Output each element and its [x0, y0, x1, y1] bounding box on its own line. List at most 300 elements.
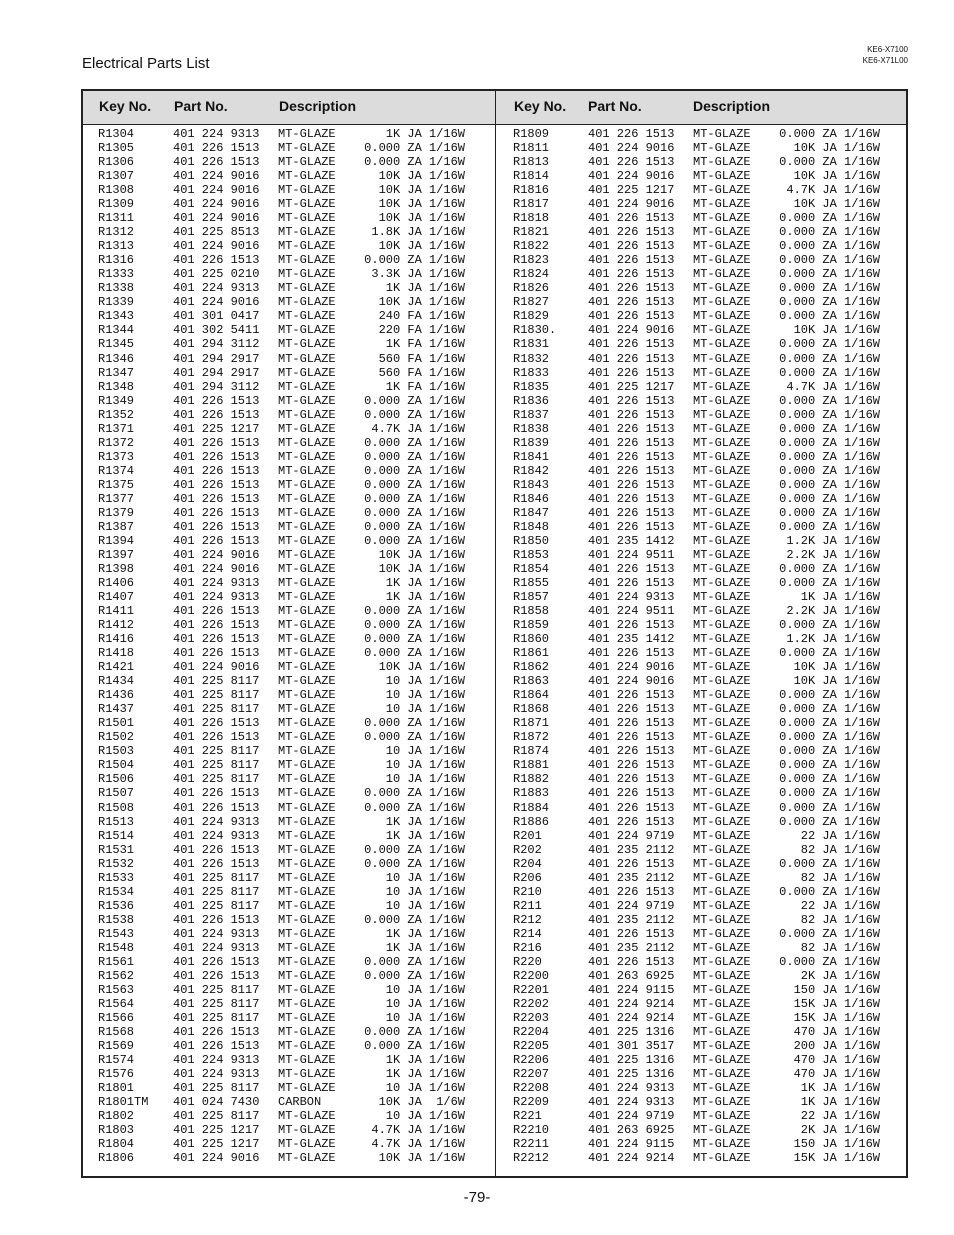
- key-no-cell: R1416: [98, 632, 135, 647]
- key-no-cell: R1881: [513, 758, 550, 773]
- key-no-cell: R1309: [98, 197, 135, 212]
- part-value-cell: 0.000 ZA 1/16W: [364, 477, 465, 492]
- key-no-cell: R1374: [98, 463, 135, 478]
- part-no-cell: 401 225 8117: [173, 674, 260, 689]
- key-no-cell: R1437: [98, 702, 135, 717]
- part-type-cell: MT-GLAZE: [278, 632, 336, 647]
- key-no-cell: R1838: [513, 421, 550, 436]
- part-type-cell: MT-GLAZE: [278, 618, 336, 633]
- model-number: KE6-X71L00: [862, 56, 908, 65]
- part-value-cell: 0.000 ZA 1/16W: [779, 337, 880, 352]
- key-no-cell: R1855: [513, 576, 550, 590]
- key-no-cell: R2208: [513, 1081, 550, 1096]
- part-value-cell: 0.000 ZA 1/16W: [779, 505, 880, 520]
- part-value-cell: 1K JA 1/16W: [800, 1095, 880, 1110]
- key-no-cell: R1816: [513, 183, 550, 198]
- part-value-cell: 0.000 ZA 1/16W: [364, 449, 465, 464]
- key-no-cell: R1508: [98, 800, 135, 815]
- key-no-cell: R1568: [98, 1025, 135, 1039]
- part-no-cell: 401 225 8117: [173, 898, 260, 913]
- key-no-cell: R2206: [513, 1053, 550, 1068]
- key-no-cell: R1861: [513, 646, 550, 661]
- part-value-cell: 150 JA 1/16W: [793, 1137, 880, 1152]
- part-no-cell: 401 226 1513: [173, 155, 260, 170]
- part-no-cell: 401 225 8117: [173, 1109, 260, 1124]
- part-value-cell: 0.000 ZA 1/16W: [779, 463, 880, 478]
- model-number: KE6-X7100: [867, 45, 908, 54]
- part-no-cell: 401 226 1513: [173, 141, 260, 156]
- part-value-cell: 470 JA 1/16W: [793, 1025, 880, 1039]
- part-type-cell: MT-GLAZE: [278, 870, 336, 885]
- key-no-cell: R1304: [98, 127, 135, 141]
- part-type-cell: MT-GLAZE: [278, 1039, 336, 1054]
- part-type-cell: MT-GLAZE: [693, 435, 751, 450]
- key-no-cell: R1826: [513, 281, 550, 296]
- key-no-cell: R1846: [513, 491, 550, 506]
- part-no-cell: 401 235 2112: [588, 842, 675, 857]
- key-no-cell: R1548: [98, 940, 135, 955]
- part-value-cell: 0.000 ZA 1/16W: [779, 884, 880, 899]
- part-value-cell: 1.2K JA 1/16W: [786, 632, 880, 647]
- part-value-cell: 10K JA 1/16W: [793, 169, 880, 184]
- part-value-cell: 0.000 ZA 1/16W: [779, 365, 880, 380]
- part-value-cell: 0.000 ZA 1/16W: [364, 463, 465, 478]
- part-type-cell: MT-GLAZE: [693, 926, 751, 941]
- key-no-cell: R1827: [513, 295, 550, 310]
- part-type-cell: MT-GLAZE: [278, 225, 336, 240]
- part-type-cell: MT-GLAZE: [278, 1010, 336, 1025]
- part-value-cell: 0.000 ZA 1/16W: [364, 856, 465, 871]
- part-type-cell: MT-GLAZE: [693, 660, 751, 675]
- part-no-cell: 401 224 9511: [588, 604, 675, 619]
- part-no-cell: 401 225 1217: [173, 421, 260, 436]
- part-type-cell: MT-GLAZE: [278, 954, 336, 969]
- part-type-cell: MT-GLAZE: [693, 1123, 751, 1138]
- part-no-cell: 401 226 1513: [173, 253, 260, 268]
- part-value-cell: 2K JA 1/16W: [800, 1123, 880, 1138]
- part-no-cell: 401 225 1316: [588, 1067, 675, 1082]
- part-type-cell: MT-GLAZE: [693, 982, 751, 997]
- part-type-cell: MT-GLAZE: [278, 828, 336, 843]
- part-type-cell: MT-GLAZE: [693, 1039, 751, 1054]
- part-value-cell: 240 FA 1/16W: [378, 309, 465, 324]
- part-no-cell: 401 235 2112: [588, 912, 675, 927]
- part-value-cell: 22 JA 1/16W: [800, 898, 880, 913]
- page-title: Electrical Parts List: [82, 55, 210, 72]
- key-no-cell: R1561: [98, 954, 135, 969]
- part-value-cell: 0.000 ZA 1/16W: [779, 716, 880, 731]
- part-type-cell: MT-GLAZE: [278, 127, 336, 141]
- part-no-cell: 401 235 2112: [588, 870, 675, 885]
- part-no-cell: 401 226 1513: [588, 239, 675, 254]
- part-value-cell: 560 FA 1/16W: [378, 365, 465, 380]
- part-no-cell: 401 226 1513: [588, 281, 675, 296]
- key-no-cell: R1313: [98, 239, 135, 254]
- key-no-cell: R2210: [513, 1123, 550, 1138]
- part-value-cell: 10 JA 1/16W: [385, 688, 465, 703]
- part-value-cell: 10K JA 1/16W: [793, 674, 880, 689]
- parts-table: [81, 89, 908, 1178]
- part-no-cell: 401 225 8117: [173, 996, 260, 1011]
- part-type-cell: MT-GLAZE: [693, 561, 751, 576]
- part-value-cell: 10K JA 1/16W: [378, 211, 465, 226]
- part-type-cell: MT-GLAZE: [693, 365, 751, 380]
- part-no-cell: 401 226 1513: [173, 618, 260, 633]
- part-value-cell: 0.000 ZA 1/16W: [779, 225, 880, 240]
- part-no-cell: 401 224 9719: [588, 898, 675, 913]
- part-no-cell: 401 224 9313: [173, 828, 260, 843]
- part-value-cell: 4.7K JA 1/16W: [786, 379, 880, 394]
- key-no-cell: R1801TM: [98, 1095, 149, 1110]
- part-no-cell: 401 224 9214: [588, 1151, 675, 1166]
- key-no-cell: R1307: [98, 169, 135, 184]
- part-value-cell: 0.000 ZA 1/16W: [779, 281, 880, 296]
- part-type-cell: MT-GLAZE: [278, 1067, 336, 1082]
- key-no-cell: R1346: [98, 351, 135, 366]
- key-no-cell: R214: [513, 926, 542, 941]
- part-value-cell: 0.000 ZA 1/16W: [364, 519, 465, 534]
- part-value-cell: 4.7K JA 1/16W: [786, 183, 880, 198]
- part-no-cell: 401 302 5411: [173, 323, 260, 338]
- part-value-cell: 10K JA 1/16W: [378, 547, 465, 562]
- part-value-cell: 1K FA 1/16W: [385, 337, 465, 352]
- part-value-cell: 0.000 ZA 1/16W: [779, 702, 880, 717]
- part-value-cell: 0.000 ZA 1/16W: [364, 618, 465, 633]
- part-value-cell: 82 JA 1/16W: [800, 912, 880, 927]
- part-type-cell: MT-GLAZE: [278, 421, 336, 436]
- part-value-cell: 220 FA 1/16W: [378, 323, 465, 338]
- part-no-cell: 401 226 1513: [588, 421, 675, 436]
- key-no-cell: R210: [513, 884, 542, 899]
- part-type-cell: MT-GLAZE: [693, 155, 751, 170]
- part-value-cell: 10K JA 1/16W: [378, 1151, 465, 1166]
- part-value-cell: 10K JA 1/16W: [378, 183, 465, 198]
- part-value-cell: 0.000 ZA 1/16W: [779, 618, 880, 633]
- part-type-cell: MT-GLAZE: [278, 940, 336, 955]
- key-no-cell: R1347: [98, 365, 135, 380]
- part-value-cell: 0.000 ZA 1/16W: [779, 253, 880, 268]
- part-value-cell: 4.7K JA 1/16W: [371, 1123, 465, 1138]
- part-type-cell: MT-GLAZE: [693, 519, 751, 534]
- part-value-cell: 0.000 ZA 1/16W: [364, 842, 465, 857]
- part-no-cell: 401 224 9115: [588, 1137, 675, 1152]
- key-no-cell: R1871: [513, 716, 550, 731]
- part-value-cell: 1.2K JA 1/16W: [786, 533, 880, 548]
- part-no-cell: 401 226 1513: [173, 842, 260, 857]
- part-type-cell: MT-GLAZE: [278, 323, 336, 338]
- part-no-cell: 401 224 9016: [173, 211, 260, 226]
- part-no-cell: 401 224 9016: [588, 141, 675, 156]
- part-type-cell: MT-GLAZE: [693, 870, 751, 885]
- part-no-cell: 401 301 3517: [588, 1039, 675, 1054]
- part-type-cell: MT-GLAZE: [278, 155, 336, 170]
- part-value-cell: 0.000 ZA 1/16W: [364, 1039, 465, 1054]
- part-no-cell: 401 224 9016: [173, 1151, 260, 1166]
- part-no-cell: 401 226 1513: [173, 449, 260, 464]
- part-no-cell: 401 226 1513: [588, 646, 675, 661]
- part-value-cell: 0.000 ZA 1/16W: [779, 576, 880, 590]
- part-no-cell: 401 226 1513: [173, 533, 260, 548]
- part-no-cell: 401 224 9016: [173, 197, 260, 212]
- part-no-cell: 401 226 1513: [588, 786, 675, 801]
- part-no-cell: 401 226 1513: [588, 211, 675, 226]
- part-value-cell: 22 JA 1/16W: [800, 1109, 880, 1124]
- part-value-cell: 0.000 ZA 1/16W: [364, 646, 465, 661]
- part-value-cell: 10K JA 1/16W: [793, 141, 880, 156]
- part-type-cell: MT-GLAZE: [693, 646, 751, 661]
- part-no-cell: 401 235 2112: [588, 940, 675, 955]
- part-value-cell: 0.000 ZA 1/16W: [779, 772, 880, 787]
- part-type-cell: MT-GLAZE: [693, 197, 751, 212]
- part-value-cell: 0.000 ZA 1/16W: [364, 435, 465, 450]
- header-key-no: Key No.: [514, 98, 567, 114]
- part-value-cell: 0.000 ZA 1/16W: [364, 968, 465, 983]
- part-no-cell: 401 226 1513: [173, 505, 260, 520]
- part-no-cell: 401 226 1513: [173, 519, 260, 534]
- part-type-cell: MT-GLAZE: [693, 183, 751, 198]
- part-type-cell: MT-GLAZE: [278, 688, 336, 703]
- part-no-cell: 401 225 8117: [173, 884, 260, 899]
- part-no-cell: 401 226 1513: [173, 477, 260, 492]
- key-no-cell: R1513: [98, 814, 135, 829]
- part-no-cell: 401 226 1513: [588, 926, 675, 941]
- part-value-cell: 0.000 ZA 1/16W: [779, 730, 880, 745]
- key-no-cell: R1847: [513, 505, 550, 520]
- part-no-cell: 401 225 8117: [173, 982, 260, 997]
- part-no-cell: 401 224 9313: [173, 590, 260, 605]
- part-type-cell: MT-GLAZE: [693, 225, 751, 240]
- key-no-cell: R1832: [513, 351, 550, 366]
- part-type-cell: MT-GLAZE: [278, 351, 336, 366]
- part-type-cell: MT-GLAZE: [278, 477, 336, 492]
- part-type-cell: MT-GLAZE: [278, 491, 336, 506]
- part-no-cell: 401 224 9016: [588, 660, 675, 675]
- key-no-cell: R1859: [513, 618, 550, 633]
- part-value-cell: 0.000 ZA 1/16W: [779, 814, 880, 829]
- part-type-cell: MT-GLAZE: [693, 1081, 751, 1096]
- header-part-no: Part No.: [174, 98, 228, 114]
- page-number: -79-: [463, 1189, 491, 1206]
- key-no-cell: R1822: [513, 239, 550, 254]
- key-no-cell: R1514: [98, 828, 135, 843]
- part-type-cell: MT-GLAZE: [278, 295, 336, 310]
- key-no-cell: R1843: [513, 477, 550, 492]
- key-no-cell: R1379: [98, 505, 135, 520]
- part-no-cell: 401 226 1513: [588, 477, 675, 492]
- header-part-no: Part No.: [588, 98, 642, 114]
- part-type-cell: MT-GLAZE: [693, 758, 751, 773]
- part-value-cell: 1.8K JA 1/16W: [371, 225, 465, 240]
- key-no-cell: R1806: [98, 1151, 135, 1166]
- key-no-cell: R221: [513, 1109, 542, 1124]
- part-no-cell: 401 226 1513: [588, 702, 675, 717]
- key-no-cell: R1333: [98, 267, 135, 282]
- key-no-cell: R1312: [98, 225, 135, 240]
- part-no-cell: 401 263 6925: [588, 968, 675, 983]
- part-value-cell: 10 JA 1/16W: [385, 702, 465, 717]
- part-type-cell: MT-GLAZE: [278, 281, 336, 296]
- part-no-cell: 401 226 1513: [588, 225, 675, 240]
- part-type-cell: MT-GLAZE: [278, 239, 336, 254]
- part-no-cell: 401 224 9313: [173, 127, 260, 141]
- part-no-cell: 401 226 1513: [588, 365, 675, 380]
- part-type-cell: MT-GLAZE: [693, 1025, 751, 1039]
- part-no-cell: 401 226 1513: [588, 730, 675, 745]
- part-no-cell: 401 226 1513: [588, 407, 675, 422]
- column-divider: [495, 91, 496, 1176]
- key-no-cell: R1394: [98, 533, 135, 548]
- key-no-cell: R1803: [98, 1123, 135, 1138]
- part-no-cell: 401 225 1217: [588, 379, 675, 394]
- part-type-cell: MT-GLAZE: [693, 477, 751, 492]
- part-no-cell: 401 224 9016: [173, 660, 260, 675]
- key-no-cell: R2204: [513, 1025, 550, 1039]
- part-no-cell: 401 226 1513: [173, 407, 260, 422]
- key-no-cell: R211: [513, 898, 542, 913]
- part-type-cell: MT-GLAZE: [693, 632, 751, 647]
- part-type-cell: MT-GLAZE: [278, 926, 336, 941]
- part-value-cell: 0.000 ZA 1/16W: [364, 491, 465, 506]
- part-value-cell: 0.000 ZA 1/16W: [779, 491, 880, 506]
- part-value-cell: 10 JA 1/16W: [385, 772, 465, 787]
- key-no-cell: R1349: [98, 393, 135, 408]
- part-type-cell: MT-GLAZE: [693, 940, 751, 955]
- key-no-cell: R1436: [98, 688, 135, 703]
- part-value-cell: 15K JA 1/16W: [793, 1151, 880, 1166]
- part-no-cell: 401 226 1513: [588, 337, 675, 352]
- part-type-cell: MT-GLAZE: [693, 267, 751, 282]
- part-no-cell: 401 294 2917: [173, 351, 260, 366]
- key-no-cell: R1504: [98, 758, 135, 773]
- part-type-cell: MT-GLAZE: [278, 1053, 336, 1068]
- key-no-cell: R212: [513, 912, 542, 927]
- part-no-cell: 401 226 1513: [173, 1025, 260, 1039]
- part-value-cell: 10 JA 1/16W: [385, 758, 465, 773]
- part-type-cell: MT-GLAZE: [278, 702, 336, 717]
- part-no-cell: 401 226 1513: [173, 730, 260, 745]
- part-no-cell: 401 225 8513: [173, 225, 260, 240]
- key-no-cell: R1406: [98, 576, 135, 590]
- part-no-cell: 401 226 1513: [588, 435, 675, 450]
- part-no-cell: 401 226 1513: [588, 716, 675, 731]
- part-type-cell: MT-GLAZE: [693, 772, 751, 787]
- model-numbers: [863, 44, 908, 66]
- key-no-cell: R2202: [513, 996, 550, 1011]
- part-no-cell: 401 225 1316: [588, 1025, 675, 1039]
- part-no-cell: 401 226 1513: [173, 393, 260, 408]
- part-type-cell: MT-GLAZE: [693, 463, 751, 478]
- part-no-cell: 401 224 9016: [173, 239, 260, 254]
- part-value-cell: 1K JA 1/16W: [385, 926, 465, 941]
- part-value-cell: 10 JA 1/16W: [385, 1081, 465, 1096]
- part-no-cell: 401 224 9313: [173, 940, 260, 955]
- part-type-cell: MT-GLAZE: [278, 141, 336, 156]
- key-no-cell: R1836: [513, 393, 550, 408]
- part-no-cell: 401 024 7430: [173, 1095, 260, 1110]
- part-no-cell: 401 226 1513: [588, 688, 675, 703]
- part-type-cell: MT-GLAZE: [278, 337, 336, 352]
- part-value-cell: 10 JA 1/16W: [385, 674, 465, 689]
- part-no-cell: 401 224 9511: [588, 547, 675, 562]
- part-type-cell: MT-GLAZE: [278, 604, 336, 619]
- key-no-cell: R1407: [98, 590, 135, 605]
- part-value-cell: 1K JA 1/16W: [385, 828, 465, 843]
- part-type-cell: MT-GLAZE: [693, 281, 751, 296]
- key-no-cell: R1811: [513, 141, 550, 156]
- key-no-cell: R1339: [98, 295, 135, 310]
- key-no-cell: R1801: [98, 1081, 135, 1096]
- key-no-cell: R206: [513, 870, 542, 885]
- part-type-cell: MT-GLAZE: [278, 197, 336, 212]
- part-no-cell: 401 224 9016: [173, 183, 260, 198]
- part-value-cell: 10K JA 1/16W: [378, 239, 465, 254]
- part-no-cell: 401 224 9016: [588, 197, 675, 212]
- key-no-cell: R1316: [98, 253, 135, 268]
- key-no-cell: R1503: [98, 744, 135, 759]
- part-type-cell: MT-GLAZE: [693, 954, 751, 969]
- part-value-cell: 0.000 ZA 1/16W: [364, 632, 465, 647]
- part-type-cell: MT-GLAZE: [693, 127, 751, 141]
- part-no-cell: 401 225 8117: [173, 758, 260, 773]
- part-no-cell: 401 226 1513: [173, 856, 260, 871]
- key-no-cell: R1864: [513, 688, 550, 703]
- part-no-cell: 401 224 9016: [588, 169, 675, 184]
- key-no-cell: R1857: [513, 590, 550, 605]
- part-value-cell: 0.000 ZA 1/16W: [779, 477, 880, 492]
- part-type-cell: MT-GLAZE: [278, 505, 336, 520]
- part-no-cell: 401 226 1513: [588, 155, 675, 170]
- header-key-no: Key No.: [99, 98, 152, 114]
- part-no-cell: 401 225 1316: [588, 1053, 675, 1068]
- part-value-cell: 0.000 ZA 1/16W: [364, 141, 465, 156]
- key-no-cell: R1421: [98, 660, 135, 675]
- part-value-cell: 0.000 ZA 1/16W: [779, 519, 880, 534]
- key-no-cell: R1344: [98, 323, 135, 338]
- part-value-cell: 560 FA 1/16W: [378, 351, 465, 366]
- part-no-cell: 401 224 9313: [173, 1053, 260, 1068]
- part-no-cell: 401 224 9016: [588, 323, 675, 338]
- key-no-cell: R2209: [513, 1095, 550, 1110]
- key-no-cell: R1837: [513, 407, 550, 422]
- part-type-cell: MT-GLAZE: [278, 1109, 336, 1124]
- key-no-cell: R2203: [513, 1010, 550, 1025]
- part-no-cell: 401 263 6925: [588, 1123, 675, 1138]
- part-type-cell: MT-GLAZE: [278, 365, 336, 380]
- part-value-cell: 0.000 ZA 1/16W: [779, 239, 880, 254]
- part-type-cell: MT-GLAZE: [693, 337, 751, 352]
- part-value-cell: 0.000 ZA 1/16W: [364, 1025, 465, 1039]
- part-type-cell: MT-GLAZE: [693, 800, 751, 815]
- part-type-cell: MT-GLAZE: [693, 828, 751, 843]
- part-type-cell: CARBON: [278, 1095, 322, 1110]
- key-no-cell: R2205: [513, 1039, 550, 1054]
- part-value-cell: 0.000 ZA 1/16W: [779, 786, 880, 801]
- part-no-cell: 401 235 1412: [588, 533, 675, 548]
- part-value-cell: 10 JA 1/16W: [385, 1109, 465, 1124]
- part-value-cell: 10K JA 1/16W: [378, 169, 465, 184]
- key-no-cell: R1377: [98, 491, 135, 506]
- part-no-cell: 401 224 9313: [588, 1095, 675, 1110]
- key-no-cell: R1534: [98, 884, 135, 899]
- part-type-cell: MT-GLAZE: [693, 239, 751, 254]
- part-value-cell: 0.000 ZA 1/16W: [779, 800, 880, 815]
- part-type-cell: MT-GLAZE: [693, 786, 751, 801]
- part-type-cell: MT-GLAZE: [693, 604, 751, 619]
- part-type-cell: MT-GLAZE: [278, 912, 336, 927]
- part-value-cell: 0.000 ZA 1/16W: [779, 267, 880, 282]
- key-no-cell: R1823: [513, 253, 550, 268]
- part-value-cell: 0.000 ZA 1/16W: [779, 351, 880, 366]
